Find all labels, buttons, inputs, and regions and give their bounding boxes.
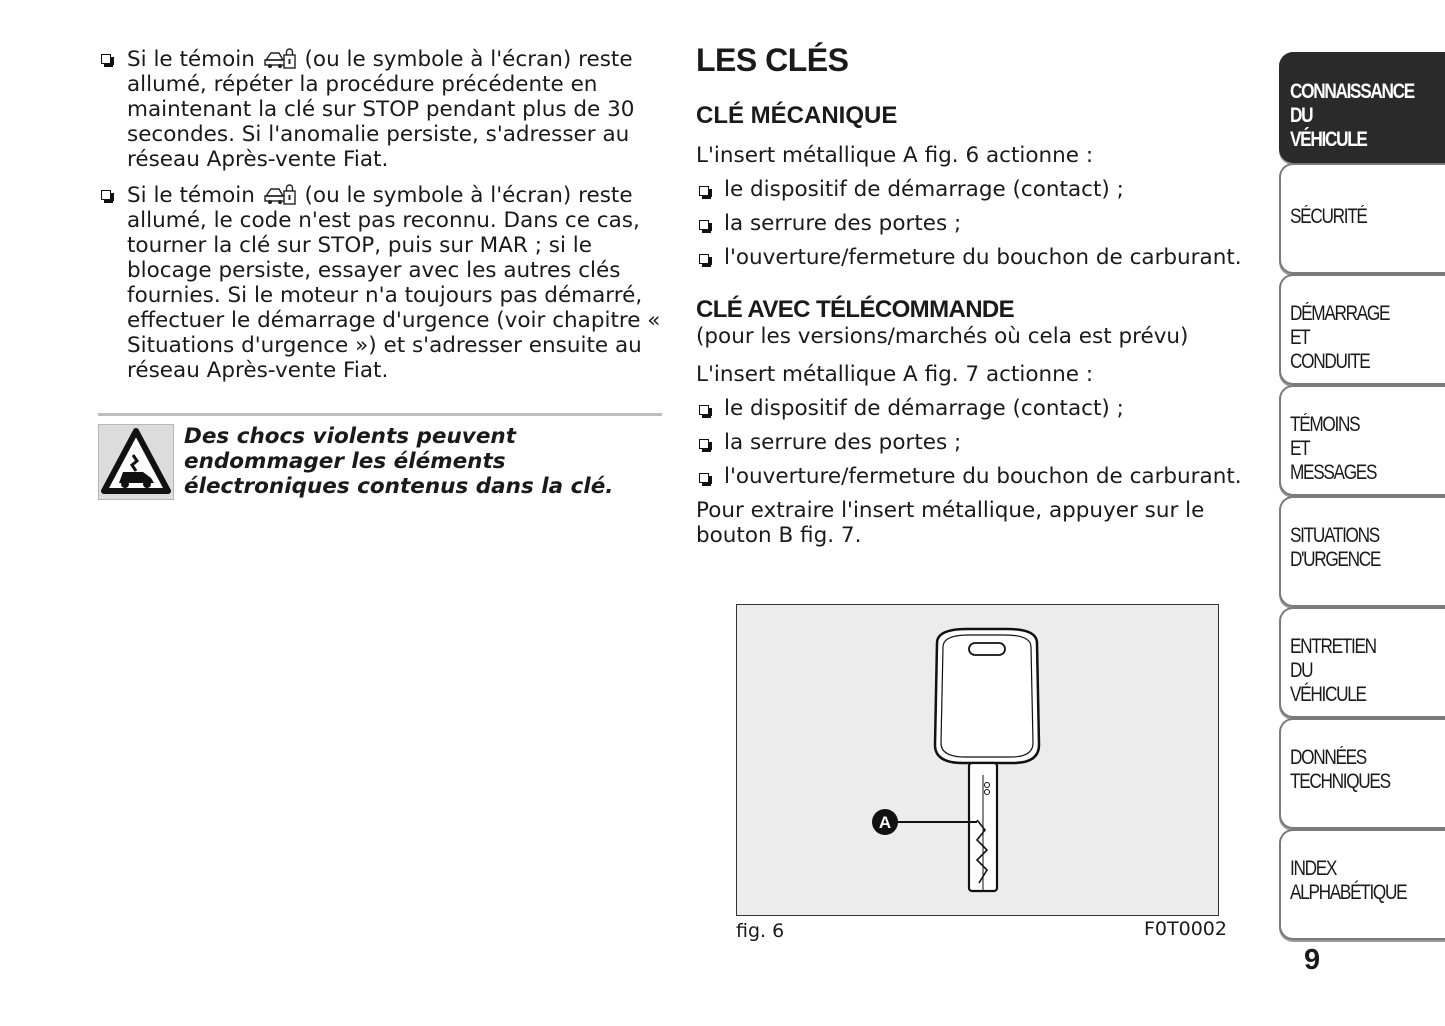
figure-caption: fig. 6: [736, 920, 785, 942]
section-heading: CLÉ AVEC TÉLÉCOMMANDE: [696, 296, 1015, 323]
list-item: Si le témoin (ou le symbole à l'écran) reste allumé, le code n'est pas reconnu. Dans ce cas, tourner la clé sur STOP, puis sur MAR ; si le blocage persiste, essayer avec les autres clés fournies. Si le moteur n'a toujours pas démarré, effectuer le démarrage d'urgence (voir chapitre « Situations d'urgence ») et s'adresser ensuite au réseau Après-vente Fiat.: [98, 182, 662, 383]
section-heading: CLÉ MÉCANIQUE: [696, 102, 898, 129]
list-item: Si le témoin (ou le symbole à l'écran) reste allumé, répéter la procédure précédente en maintenant la clé sur STOP pendant plus de 30 secondes. Si l'anomalie persiste, s'adresser au réseau Après-vente Fiat.: [98, 46, 662, 172]
tab-securite[interactable]: SÉCURITÉ: [1279, 163, 1445, 274]
tab-entretien-du-vehicule[interactable]: ENTRETIEN DU VÉHICULE: [1279, 607, 1445, 718]
key-illustration: [737, 605, 1217, 914]
closing-paragraph: Pour extraire l'insert métallique, appuyer sur le bouton B fig. 7.: [696, 498, 1205, 548]
list-item: l'ouverture/fermeture du bouchon de carburant.: [696, 464, 1260, 489]
figure-code: F0T0002: [1144, 918, 1227, 940]
tab-index-alphabetique[interactable]: INDEX ALPHABÉTIQUE: [1279, 829, 1445, 940]
left-column: [98, 46, 662, 393]
checkbox-bullet-icon: [699, 186, 709, 196]
list-item: la serrure des portes ;: [696, 211, 1260, 236]
main-column: [696, 40, 1260, 548]
tab-donnees-techniques[interactable]: DONNÉES TECHNIQUES: [1279, 718, 1445, 829]
checkbox-bullet-icon: [699, 473, 709, 483]
immobilizer-warning-icon: [263, 46, 297, 70]
checkbox-bullet-icon: [101, 54, 111, 64]
tab-demarrage-et-conduite[interactable]: DÉMARRAGE ET CONDUITE: [1279, 274, 1445, 385]
warning-text: Des chocs violents peuvent endommager les éléments électroniques contenus dans la clé.: [184, 424, 614, 499]
section-subheading: (pour les versions/marchés où cela est prévu): [696, 324, 1189, 349]
callout-label: A: [878, 813, 892, 832]
list-item: l'ouverture/fermeture du bouchon de carburant.: [696, 245, 1260, 270]
chapter-tabs: [1279, 52, 1445, 940]
tab-temoins-et-messages[interactable]: TÉMOINS ET MESSAGES: [1279, 385, 1445, 496]
key-figure: [736, 604, 1219, 916]
checkbox-bullet-icon: [699, 220, 709, 230]
immobilizer-warning-icon: [263, 182, 297, 206]
checkbox-bullet-icon: [101, 190, 111, 200]
tab-connaissance-du-vehicule[interactable]: CONNAISSANCE DU VÉHICULE: [1279, 52, 1445, 163]
list-item: le dispositif de démarrage (contact) ;: [696, 396, 1260, 421]
warning-note: [98, 413, 662, 499]
page-title: LES CLÉS: [696, 42, 849, 78]
list-item: le dispositif de démarrage (contact) ;: [696, 177, 1260, 202]
tab-situations-d-urgence[interactable]: SITUATIONS D'URGENCE: [1279, 496, 1445, 607]
checkbox-bullet-icon: [699, 254, 709, 264]
checkbox-bullet-icon: [699, 439, 709, 449]
warning-triangle-car-icon: [98, 424, 174, 500]
page-number: 9: [1304, 944, 1321, 976]
section-intro: L'insert métallique A fig. 7 actionne :: [696, 362, 1094, 387]
list-item: la serrure des portes ;: [696, 430, 1260, 455]
section-intro: L'insert métallique A fig. 6 actionne :: [696, 143, 1094, 168]
checkbox-bullet-icon: [699, 405, 709, 415]
